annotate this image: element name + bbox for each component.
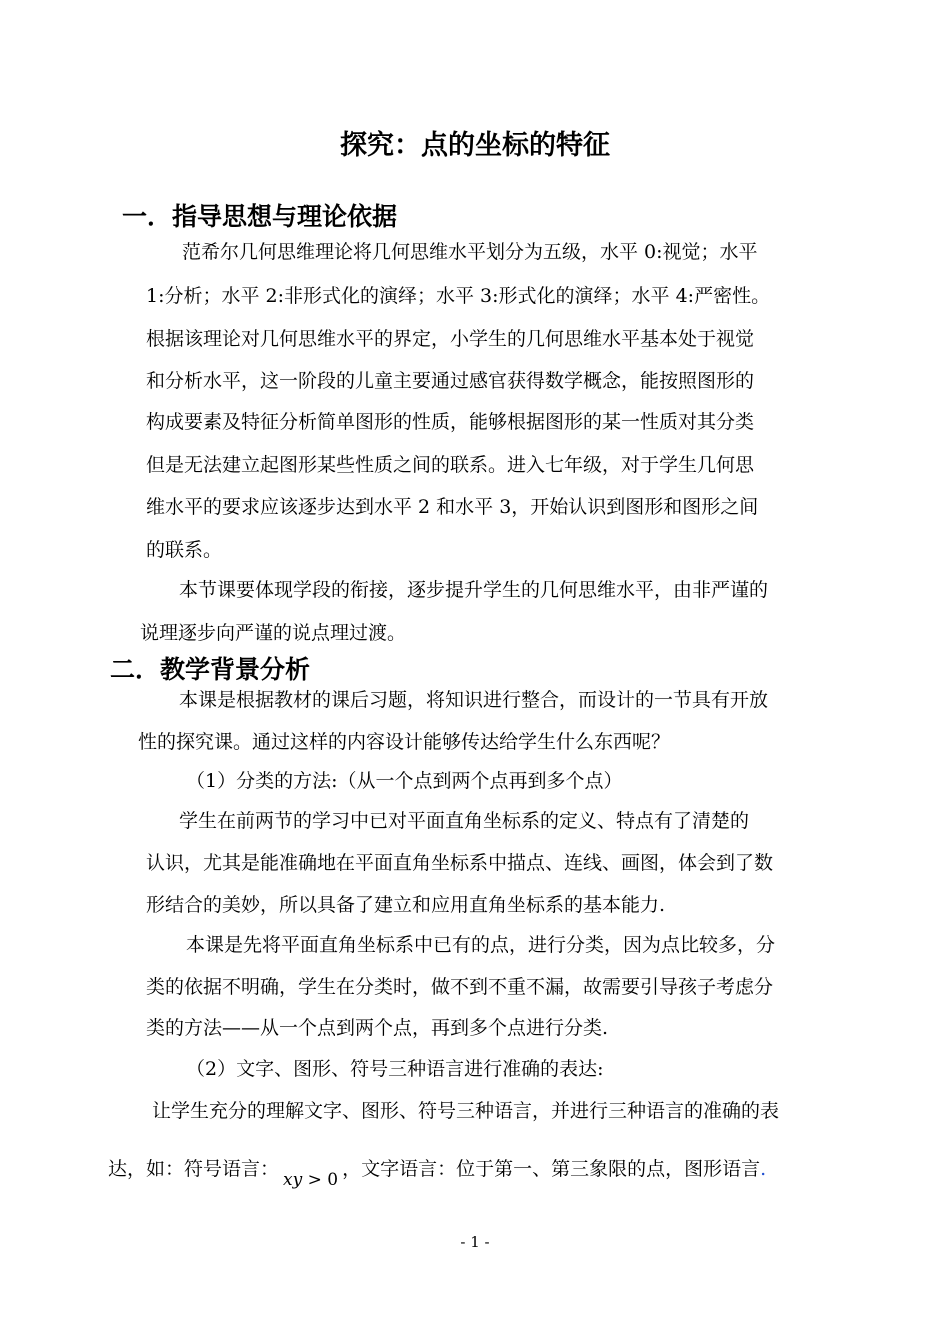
paragraph-line: 让学生充分的理解文字、图形、符号三种语言，并进行三种语言的准确的表 [152,1100,780,1122]
paragraph-line: 性的探究课。通过这样的内容设计能够传达给学生什么东西呢？ [138,731,671,753]
paragraph-line: 范希尔几何思维理论将几何思维水平划分为五级，水平 0:视觉；水平 [182,241,758,263]
paragraph-line: 的联系。 [146,539,223,561]
section-heading-background-analysis: 二．教学背景分析 [110,655,311,684]
formula-number: 0 [327,1170,339,1190]
section-heading-guiding-ideas: 一．指导思想与理论依据 [122,202,398,231]
paragraph-line: 1:分析；水平 2:非形式化的演绎；水平 3:形式化的演绎；水平 4:严密性。 [146,285,771,307]
paragraph-line: 形结合的美妙，所以具备了建立和应用直角坐标系的基本能力. [146,894,666,916]
paragraph-line: 认识，尤其是能准确地在平面直角坐标系中描点、连线、画图，体会到了数 [146,852,774,874]
paragraph-line: 和分析水平，这一阶段的儿童主要通过感官获得数学概念，能按照图形的 [146,370,755,392]
formula-variable: xy [283,1170,303,1190]
page-title: 探究：点的坐标的特征 [340,130,610,161]
paragraph-line: 本课是先将平面直角坐标系中已有的点，进行分类，因为点比较多，分 [186,934,776,956]
paragraph-line: 本课是根据教材的课后习题，将知识进行整合，而设计的一节具有开放 [179,689,769,711]
paragraph-line: 学生在前两节的学习中已对平面直角坐标系的定义、特点有了清楚的 [179,810,750,832]
formula-prefix-text: 达，如：符号语言： [108,1158,280,1180]
inline-formula [279,1170,342,1190]
paragraph-line: 说理逐步向严谨的说点理过渡。 [140,622,407,644]
paragraph-line: 本节课要体现学段的衔接，逐步提升学生的几何思维水平，由非严谨的 [179,579,769,601]
paragraph-line: 类的依据不明确，学生在分类时，做不到不重不漏，故需要引导孩子考虑分 [146,976,774,998]
paragraph-line: （2）文字、图形、符号三种语言进行准确的表达: [186,1058,604,1080]
paragraph-line: 构成要素及特征分析简单图形的性质，能够根据图形的某一性质对其分类 [146,411,755,433]
formula-operator: > [302,1170,328,1190]
end-mark: . [760,1158,767,1180]
page-number: - 1 - [460,1233,490,1251]
formula-suffix-text: ，文字语言：位于第一、第三象限的点，图形语言 [342,1158,761,1180]
paragraph-line: （1）分类的方法:（从一个点到两个点再到多个点） [186,770,623,792]
paragraph-line: 根据该理论对几何思维水平的界定，小学生的几何思维水平基本处于视觉 [146,328,755,350]
paragraph-line: 类的方法——从一个点到两个点，再到多个点进行分类. [146,1017,609,1039]
paragraph-line-with-formula [108,1154,767,1190]
paragraph-line: 维水平的要求应该逐步达到水平 2 和水平 3，开始认识到图形和图形之间 [146,496,759,518]
paragraph-line: 但是无法建立起图形某些性质之间的联系。进入七年级，对于学生几何思 [146,454,755,476]
